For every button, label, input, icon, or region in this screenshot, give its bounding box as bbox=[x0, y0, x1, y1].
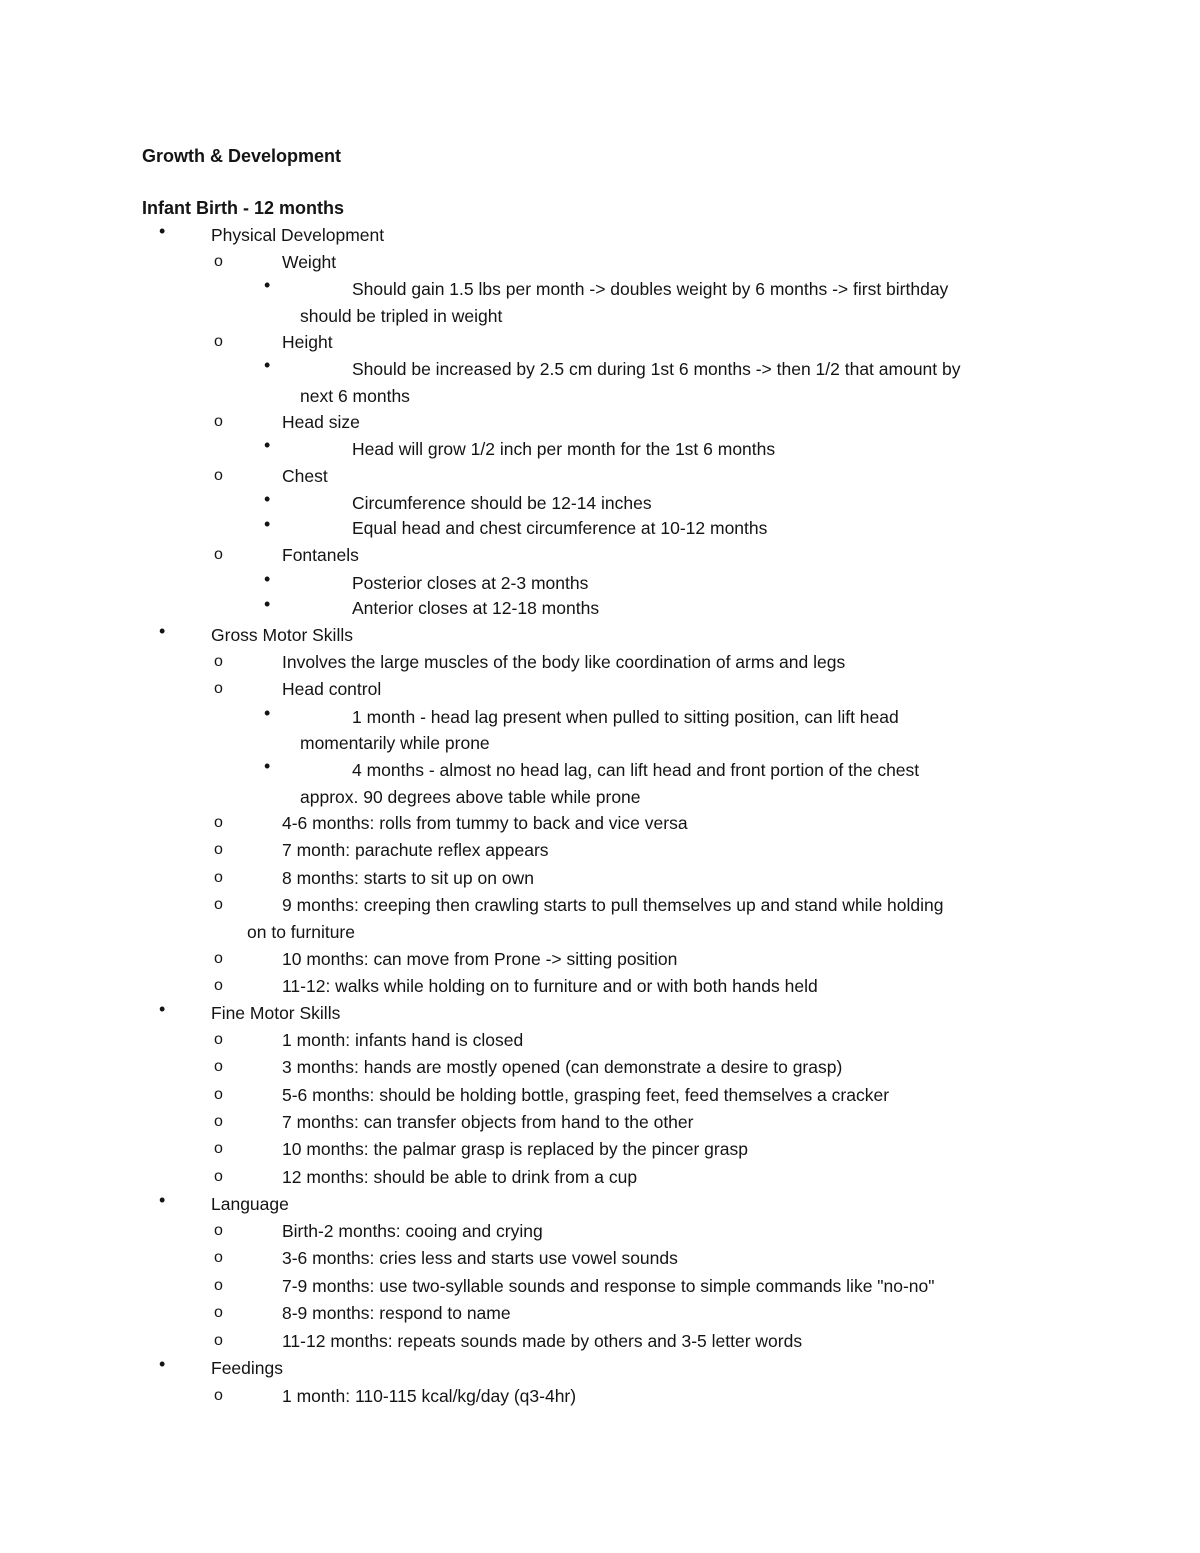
bullet-marker: o bbox=[214, 841, 223, 858]
list-item bbox=[0, 1164, 1200, 1191]
list-item-text: 4 months - almost no head lag, can lift head and front portion of the chest bbox=[352, 760, 920, 780]
list-item-text: Weight bbox=[282, 252, 337, 272]
list-item-text: Equal head and chest circumference at 10-12 months bbox=[352, 518, 768, 538]
bullet-marker: • bbox=[159, 221, 166, 241]
list-item-continuation bbox=[0, 730, 1200, 757]
bullet-marker: o bbox=[214, 413, 223, 430]
section-heading: Infant Birth - 12 months bbox=[142, 198, 344, 218]
list-item bbox=[0, 837, 1200, 864]
bullet-marker: • bbox=[159, 1354, 166, 1374]
list-item-text: Circumference should be 12-14 inches bbox=[352, 493, 652, 513]
bullet-marker: o bbox=[214, 1249, 223, 1266]
list-item bbox=[0, 622, 1200, 649]
bullet-marker: o bbox=[214, 1277, 223, 1294]
list-item-text: Fontanels bbox=[282, 545, 359, 565]
list-item bbox=[0, 810, 1200, 837]
list-item bbox=[0, 1000, 1200, 1027]
list-item-text: 9 months: creeping then crawling starts to pull themselves up and stand while holding bbox=[282, 895, 944, 915]
list-item-text: Chest bbox=[282, 466, 328, 486]
bullet-marker: o bbox=[214, 1168, 223, 1185]
list-item-text: Involves the large muscles of the body like coordination of arms and legs bbox=[282, 652, 846, 672]
list-item bbox=[0, 249, 1200, 276]
list-item bbox=[0, 1191, 1200, 1218]
list-item bbox=[0, 463, 1200, 490]
list-item-text: 11-12 months: repeats sounds made by others and 3-5 letter words bbox=[282, 1331, 803, 1351]
list-item bbox=[0, 570, 1200, 597]
bullet-marker: • bbox=[264, 275, 271, 295]
list-item-text: 1 month: infants hand is closed bbox=[282, 1030, 524, 1050]
list-item bbox=[0, 1245, 1200, 1272]
list-item-text: 5-6 months: should be holding bottle, grasping feet, feed themselves a cracker bbox=[282, 1085, 890, 1105]
list-item-text: Posterior closes at 2-3 months bbox=[352, 573, 589, 593]
list-item bbox=[0, 356, 1200, 383]
list-item-text: 8 months: starts to sit up on own bbox=[282, 868, 534, 888]
list-item-text: 7 month: parachute reflex appears bbox=[282, 840, 549, 860]
bullet-marker: o bbox=[214, 653, 223, 670]
list-item-text: 11-12: walks while holding on to furniture and or with both hands held bbox=[282, 976, 818, 996]
bullet-marker: • bbox=[264, 489, 271, 509]
list-item-text: 8-9 months: respond to name bbox=[282, 1303, 511, 1323]
list-item bbox=[0, 1355, 1200, 1382]
list-item bbox=[0, 676, 1200, 703]
list-item bbox=[0, 595, 1200, 622]
list-item-text: Feedings bbox=[211, 1358, 283, 1378]
bullet-marker: • bbox=[264, 569, 271, 589]
list-item bbox=[0, 649, 1200, 676]
list-item bbox=[0, 865, 1200, 892]
list-item-text: Fine Motor Skills bbox=[211, 1003, 341, 1023]
bullet-marker: • bbox=[159, 1190, 166, 1210]
bullet-marker: o bbox=[214, 977, 223, 994]
list-item bbox=[0, 1136, 1200, 1163]
list-item-text: Head control bbox=[282, 679, 382, 699]
list-item bbox=[0, 1328, 1200, 1355]
list-item bbox=[0, 409, 1200, 436]
list-item-text: momentarily while prone bbox=[300, 733, 490, 753]
list-item-text: 1 month - head lag present when pulled to sitting position, can lift head bbox=[352, 707, 899, 727]
list-item bbox=[0, 1027, 1200, 1054]
list-item-text: Anterior closes at 12-18 months bbox=[352, 598, 600, 618]
list-item-continuation bbox=[0, 919, 1200, 946]
list-item-text: 3-6 months: cries less and starts use vowel sounds bbox=[282, 1248, 678, 1268]
bullet-marker: o bbox=[214, 814, 223, 831]
bullet-marker: • bbox=[264, 594, 271, 614]
bullet-marker: o bbox=[214, 467, 223, 484]
list-item-text: Birth-2 months: cooing and crying bbox=[282, 1221, 543, 1241]
list-item bbox=[0, 892, 1200, 919]
bullet-marker: o bbox=[214, 869, 223, 886]
list-item-text: Language bbox=[211, 1194, 289, 1214]
bullet-marker: o bbox=[214, 1304, 223, 1321]
bullet-marker: o bbox=[214, 680, 223, 697]
bullet-marker: o bbox=[214, 1086, 223, 1103]
bullet-marker: o bbox=[214, 1113, 223, 1130]
bullet-marker: • bbox=[264, 355, 271, 375]
list-item-text: 1 month: 110-115 kcal/kg/day (q3-4hr) bbox=[282, 1386, 577, 1406]
list-item-text: on to furniture bbox=[247, 922, 355, 942]
bullet-marker: o bbox=[214, 950, 223, 967]
list-item-text: 3 months: hands are mostly opened (can demonstrate a desire to grasp) bbox=[282, 1057, 843, 1077]
bullet-marker: o bbox=[214, 253, 223, 270]
list-item bbox=[0, 436, 1200, 463]
list-item bbox=[0, 1082, 1200, 1109]
list-item bbox=[0, 222, 1200, 249]
list-item-continuation bbox=[0, 303, 1200, 330]
bullet-marker: o bbox=[214, 1222, 223, 1239]
list-item bbox=[0, 1218, 1200, 1245]
list-item-text: 7 months: can transfer objects from hand to the other bbox=[282, 1112, 694, 1132]
bullet-marker: o bbox=[214, 546, 223, 563]
list-item bbox=[0, 1054, 1200, 1081]
list-item-text: 10 months: can move from Prone -> sitting position bbox=[282, 949, 678, 969]
list-item bbox=[0, 1300, 1200, 1327]
document-title: Growth & Development bbox=[142, 146, 342, 166]
bullet-marker: o bbox=[214, 333, 223, 350]
list-item bbox=[0, 329, 1200, 356]
bullet-marker: o bbox=[214, 1058, 223, 1075]
list-item-text: next 6 months bbox=[300, 386, 410, 406]
list-item bbox=[0, 1109, 1200, 1136]
list-item-text: Physical Development bbox=[211, 225, 385, 245]
list-item-text: Head size bbox=[282, 412, 360, 432]
list-item bbox=[0, 973, 1200, 1000]
bullet-marker: o bbox=[214, 1031, 223, 1048]
list-item bbox=[0, 1273, 1200, 1300]
bullet-marker: • bbox=[159, 621, 166, 641]
list-item bbox=[0, 704, 1200, 731]
list-item bbox=[0, 757, 1200, 784]
bullet-marker: • bbox=[159, 999, 166, 1019]
list-item-text: approx. 90 degrees above table while prone bbox=[300, 787, 641, 807]
list-item bbox=[0, 542, 1200, 569]
list-item-text: 4-6 months: rolls from tummy to back and vice versa bbox=[282, 813, 688, 833]
list-item bbox=[0, 515, 1200, 542]
bullet-marker: • bbox=[264, 435, 271, 455]
list-item-text: 7-9 months: use two-syllable sounds and response to simple commands like "no-no" bbox=[282, 1276, 935, 1296]
bullet-marker: o bbox=[214, 1387, 223, 1404]
list-item bbox=[0, 490, 1200, 517]
bullet-marker: o bbox=[214, 1140, 223, 1157]
list-item-text: Gross Motor Skills bbox=[211, 625, 353, 645]
list-item bbox=[0, 276, 1200, 303]
list-item-text: 12 months: should be able to drink from a cup bbox=[282, 1167, 638, 1187]
bullet-marker: • bbox=[264, 703, 271, 723]
list-item-text: Should be increased by 2.5 cm during 1st 6 months -> then 1/2 that amount by bbox=[352, 359, 961, 379]
list-item-text: Height bbox=[282, 332, 333, 352]
bullet-marker: • bbox=[264, 514, 271, 534]
list-item-text: Should gain 1.5 lbs per month -> doubles weight by 6 months -> first birthday bbox=[352, 279, 949, 299]
bullet-marker: o bbox=[214, 1332, 223, 1349]
list-item-text: should be tripled in weight bbox=[300, 306, 503, 326]
list-item bbox=[0, 946, 1200, 973]
list-item-continuation bbox=[0, 784, 1200, 811]
list-item-text: 10 months: the palmar grasp is replaced by the pincer grasp bbox=[282, 1139, 748, 1159]
list-item bbox=[0, 1383, 1200, 1410]
list-item-continuation bbox=[0, 383, 1200, 410]
bullet-marker: • bbox=[264, 756, 271, 776]
list-item-text: Head will grow 1/2 inch per month for the 1st 6 months bbox=[352, 439, 776, 459]
bullet-marker: o bbox=[214, 896, 223, 913]
